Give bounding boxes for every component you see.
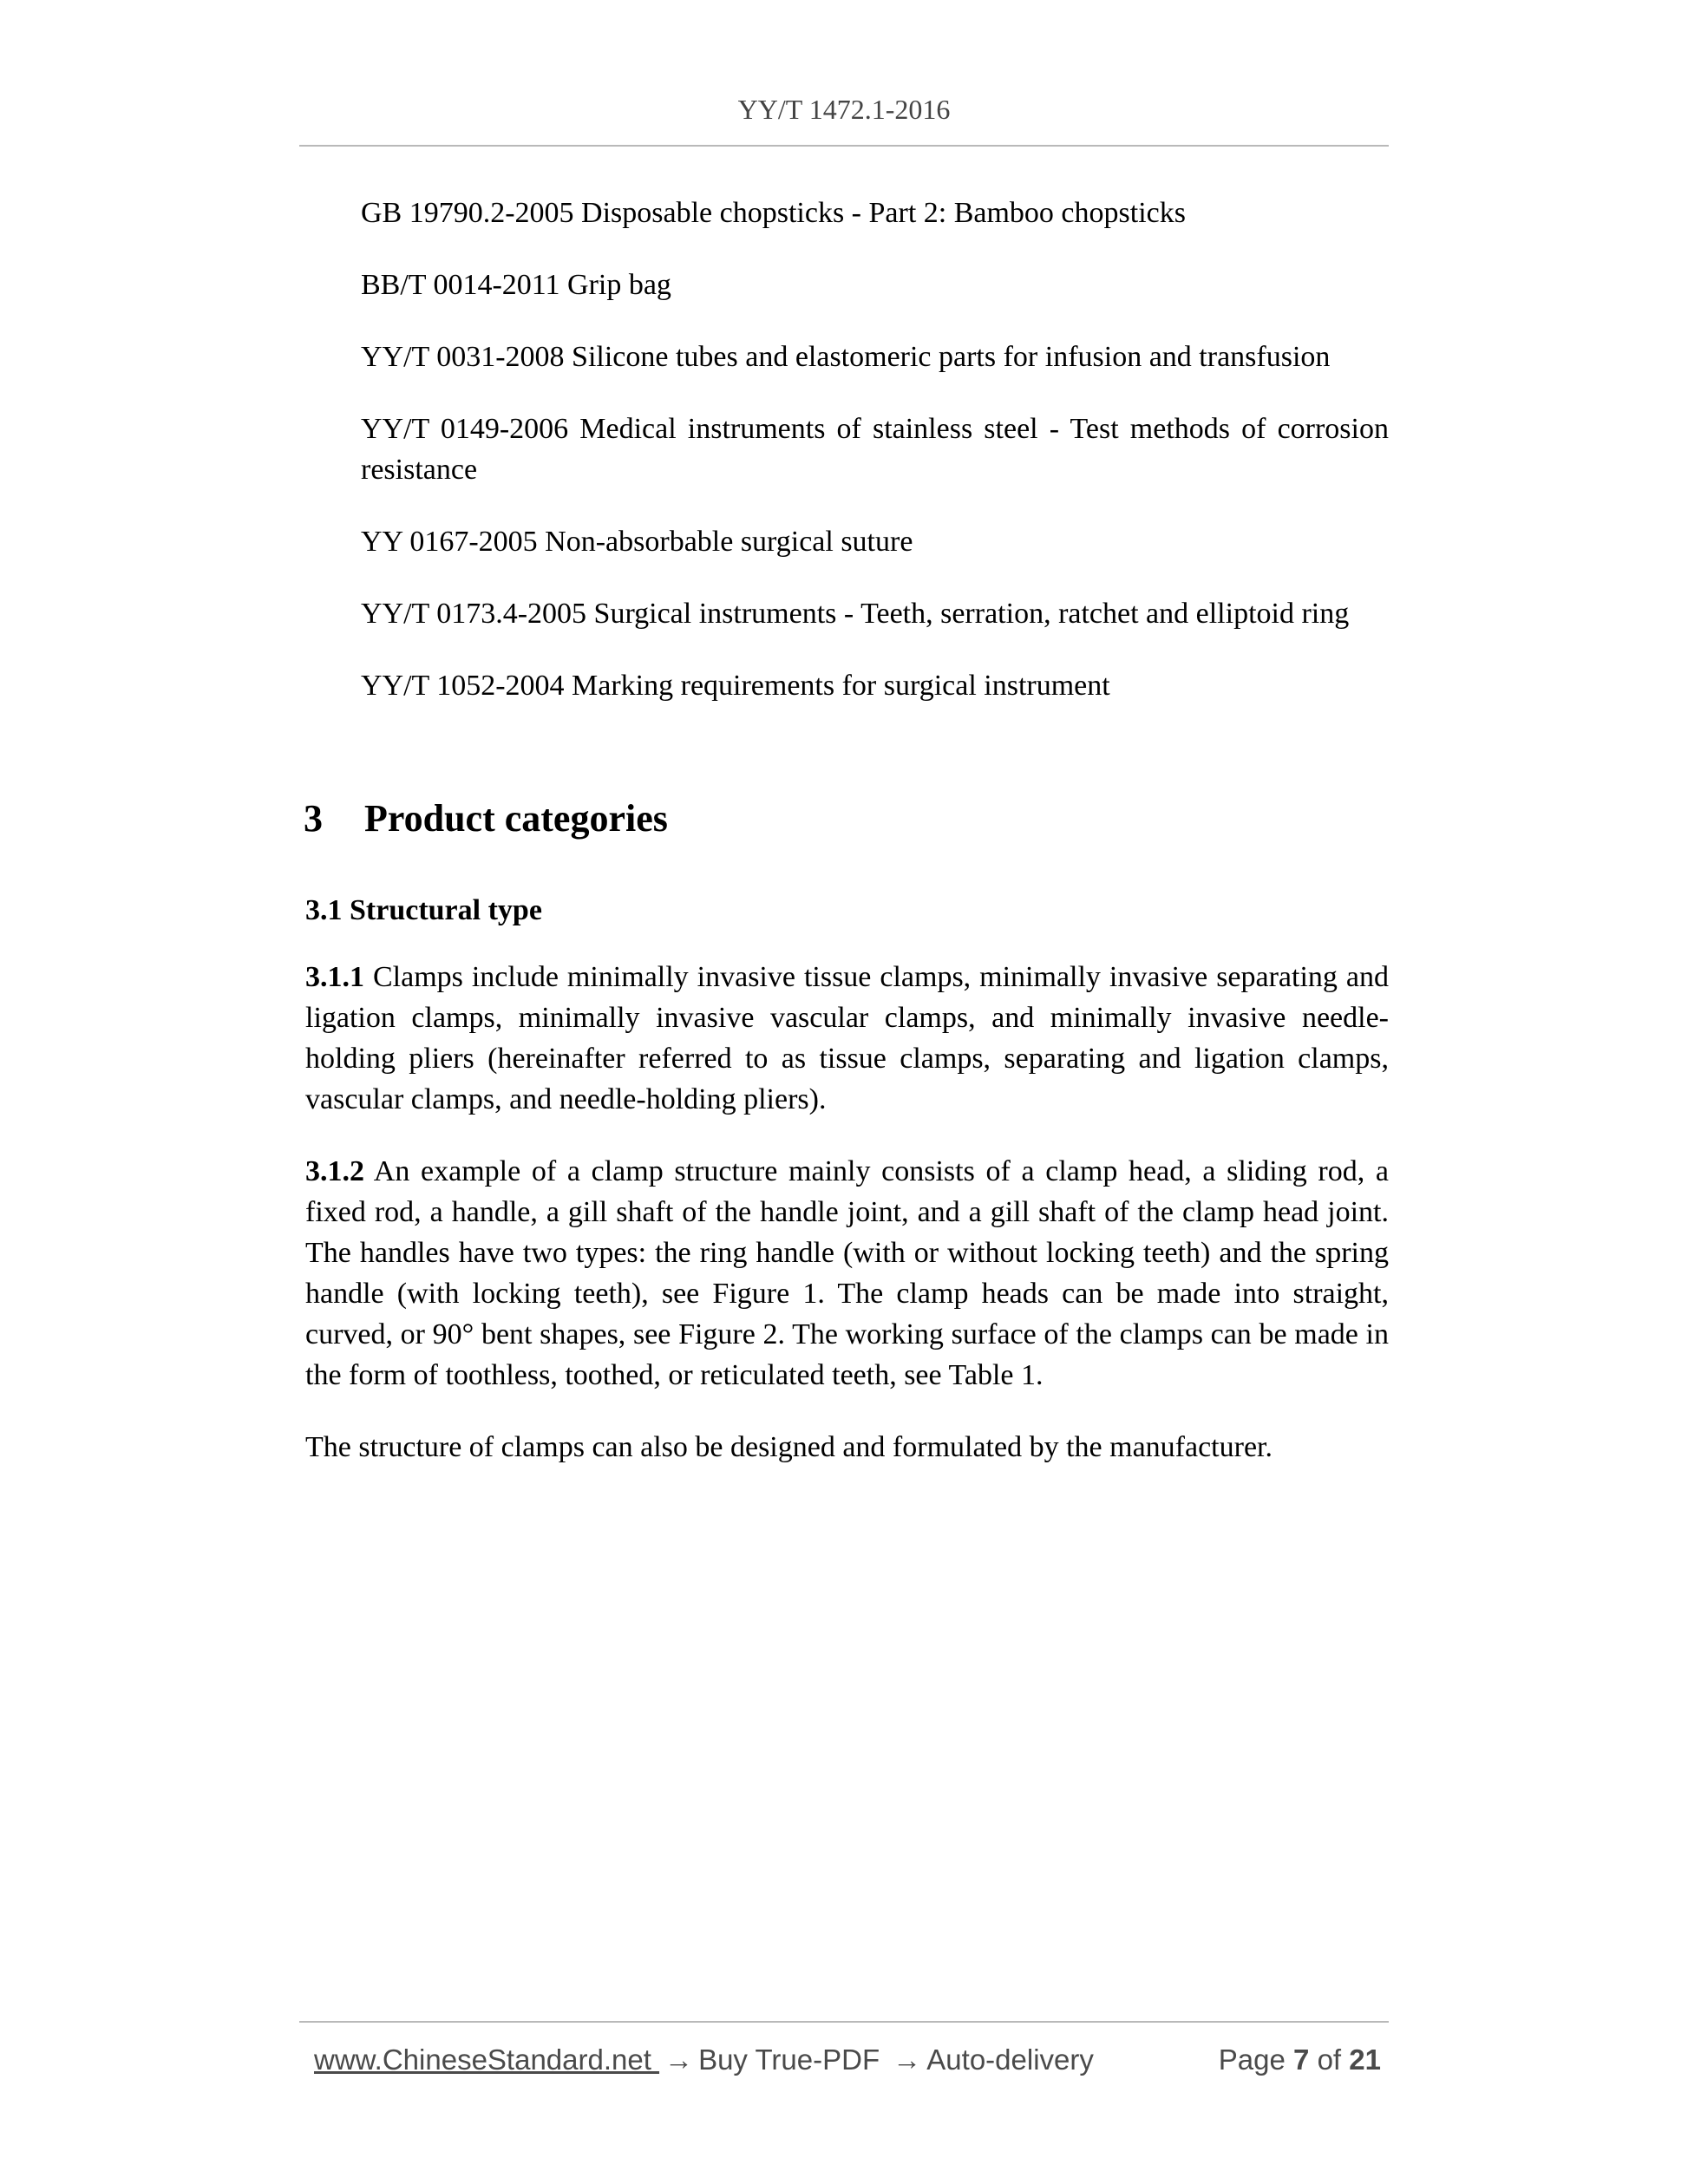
buy-text: Buy True-PDF — [698, 2043, 880, 2076]
reference-item: YY/T 0173.4-2005 Surgical instruments - Teeth, serration, ratchet and elliptoid ring — [361, 598, 1350, 630]
clause-text: Clamps include minimally invasive tissue clamps, minimally invasive separating and ligation clamps, minimally invasive vascular clamps, and minimally invasive needle-holding pliers (hereinafter referred to as tissue clamps, separating and ligation clamps, vascular clamps, and needle-holding pliers). — [305, 961, 1389, 1115]
page-number: 7 — [1293, 2043, 1310, 2076]
reference-item: YY/T 1052-2004 Marking requirements for surgical instrument — [361, 670, 1110, 702]
arrow-right-icon: → — [893, 2043, 922, 2076]
reference-item: YY/T 0031-2008 Silicone tubes and elastomeric parts for infusion and transfusion — [361, 341, 1331, 373]
clause-3-1-2 — [305, 1151, 1389, 1396]
arrow-right-icon: → — [664, 2043, 694, 2076]
clause-3-1-1 — [305, 957, 1389, 1120]
clause-number: 3.1.2 — [305, 1155, 364, 1187]
delivery-text: Auto-delivery — [926, 2043, 1094, 2076]
clause-number: 3.1.1 — [305, 961, 364, 993]
page-footer — [314, 2040, 1381, 2080]
section-title: Product categories — [364, 797, 668, 840]
reference-item: YY/T 0149-2006 Medical instruments of stainless steel - Test methods of corrosion resistance — [361, 413, 1389, 486]
of-label: of — [1317, 2043, 1342, 2076]
normative-references-list — [361, 193, 1389, 737]
clause-text: An example of a clamp structure mainly consists of a clamp head, a sliding rod, a fixed rod, a handle, a gill shaft of the handle joint, and a gill shaft of the clamp head joint. The handles have two types: the ring handle (with or without locking teeth) and the spring handle (with locking teeth), see Figure 1. The clamp heads can be made into straight, curved, or 90° bent shapes, see Figure 2. The working surface of the clamps can be made in the form of toothless, toothed, or reticulated teeth, see Table 1. — [305, 1155, 1389, 1391]
page-label: Page — [1218, 2043, 1286, 2076]
section-number: 3 — [304, 797, 323, 840]
subsection-heading: 3.1 Structural type — [305, 894, 542, 926]
section-heading — [304, 793, 668, 845]
reference-item: GB 19790.2-2005 Disposable chopsticks - Part 2: Bamboo chopsticks — [361, 197, 1186, 229]
page-header: YY/T 1472.1-2016 — [737, 94, 951, 125]
header-divider — [299, 145, 1389, 147]
total-pages: 21 — [1349, 2043, 1381, 2076]
footer-divider — [299, 2021, 1389, 2023]
reference-item: YY 0167-2005 Non-absorbable surgical suture — [361, 526, 913, 558]
reference-item: BB/T 0014-2011 Grip bag — [361, 269, 671, 301]
section-body — [305, 890, 1389, 1499]
paragraph: The structure of clamps can also be designed and formulated by the manufacturer. — [305, 1431, 1273, 1463]
page-indicator — [1219, 2040, 1381, 2080]
site-link[interactable]: www.ChineseStandard.net — [314, 2043, 660, 2076]
